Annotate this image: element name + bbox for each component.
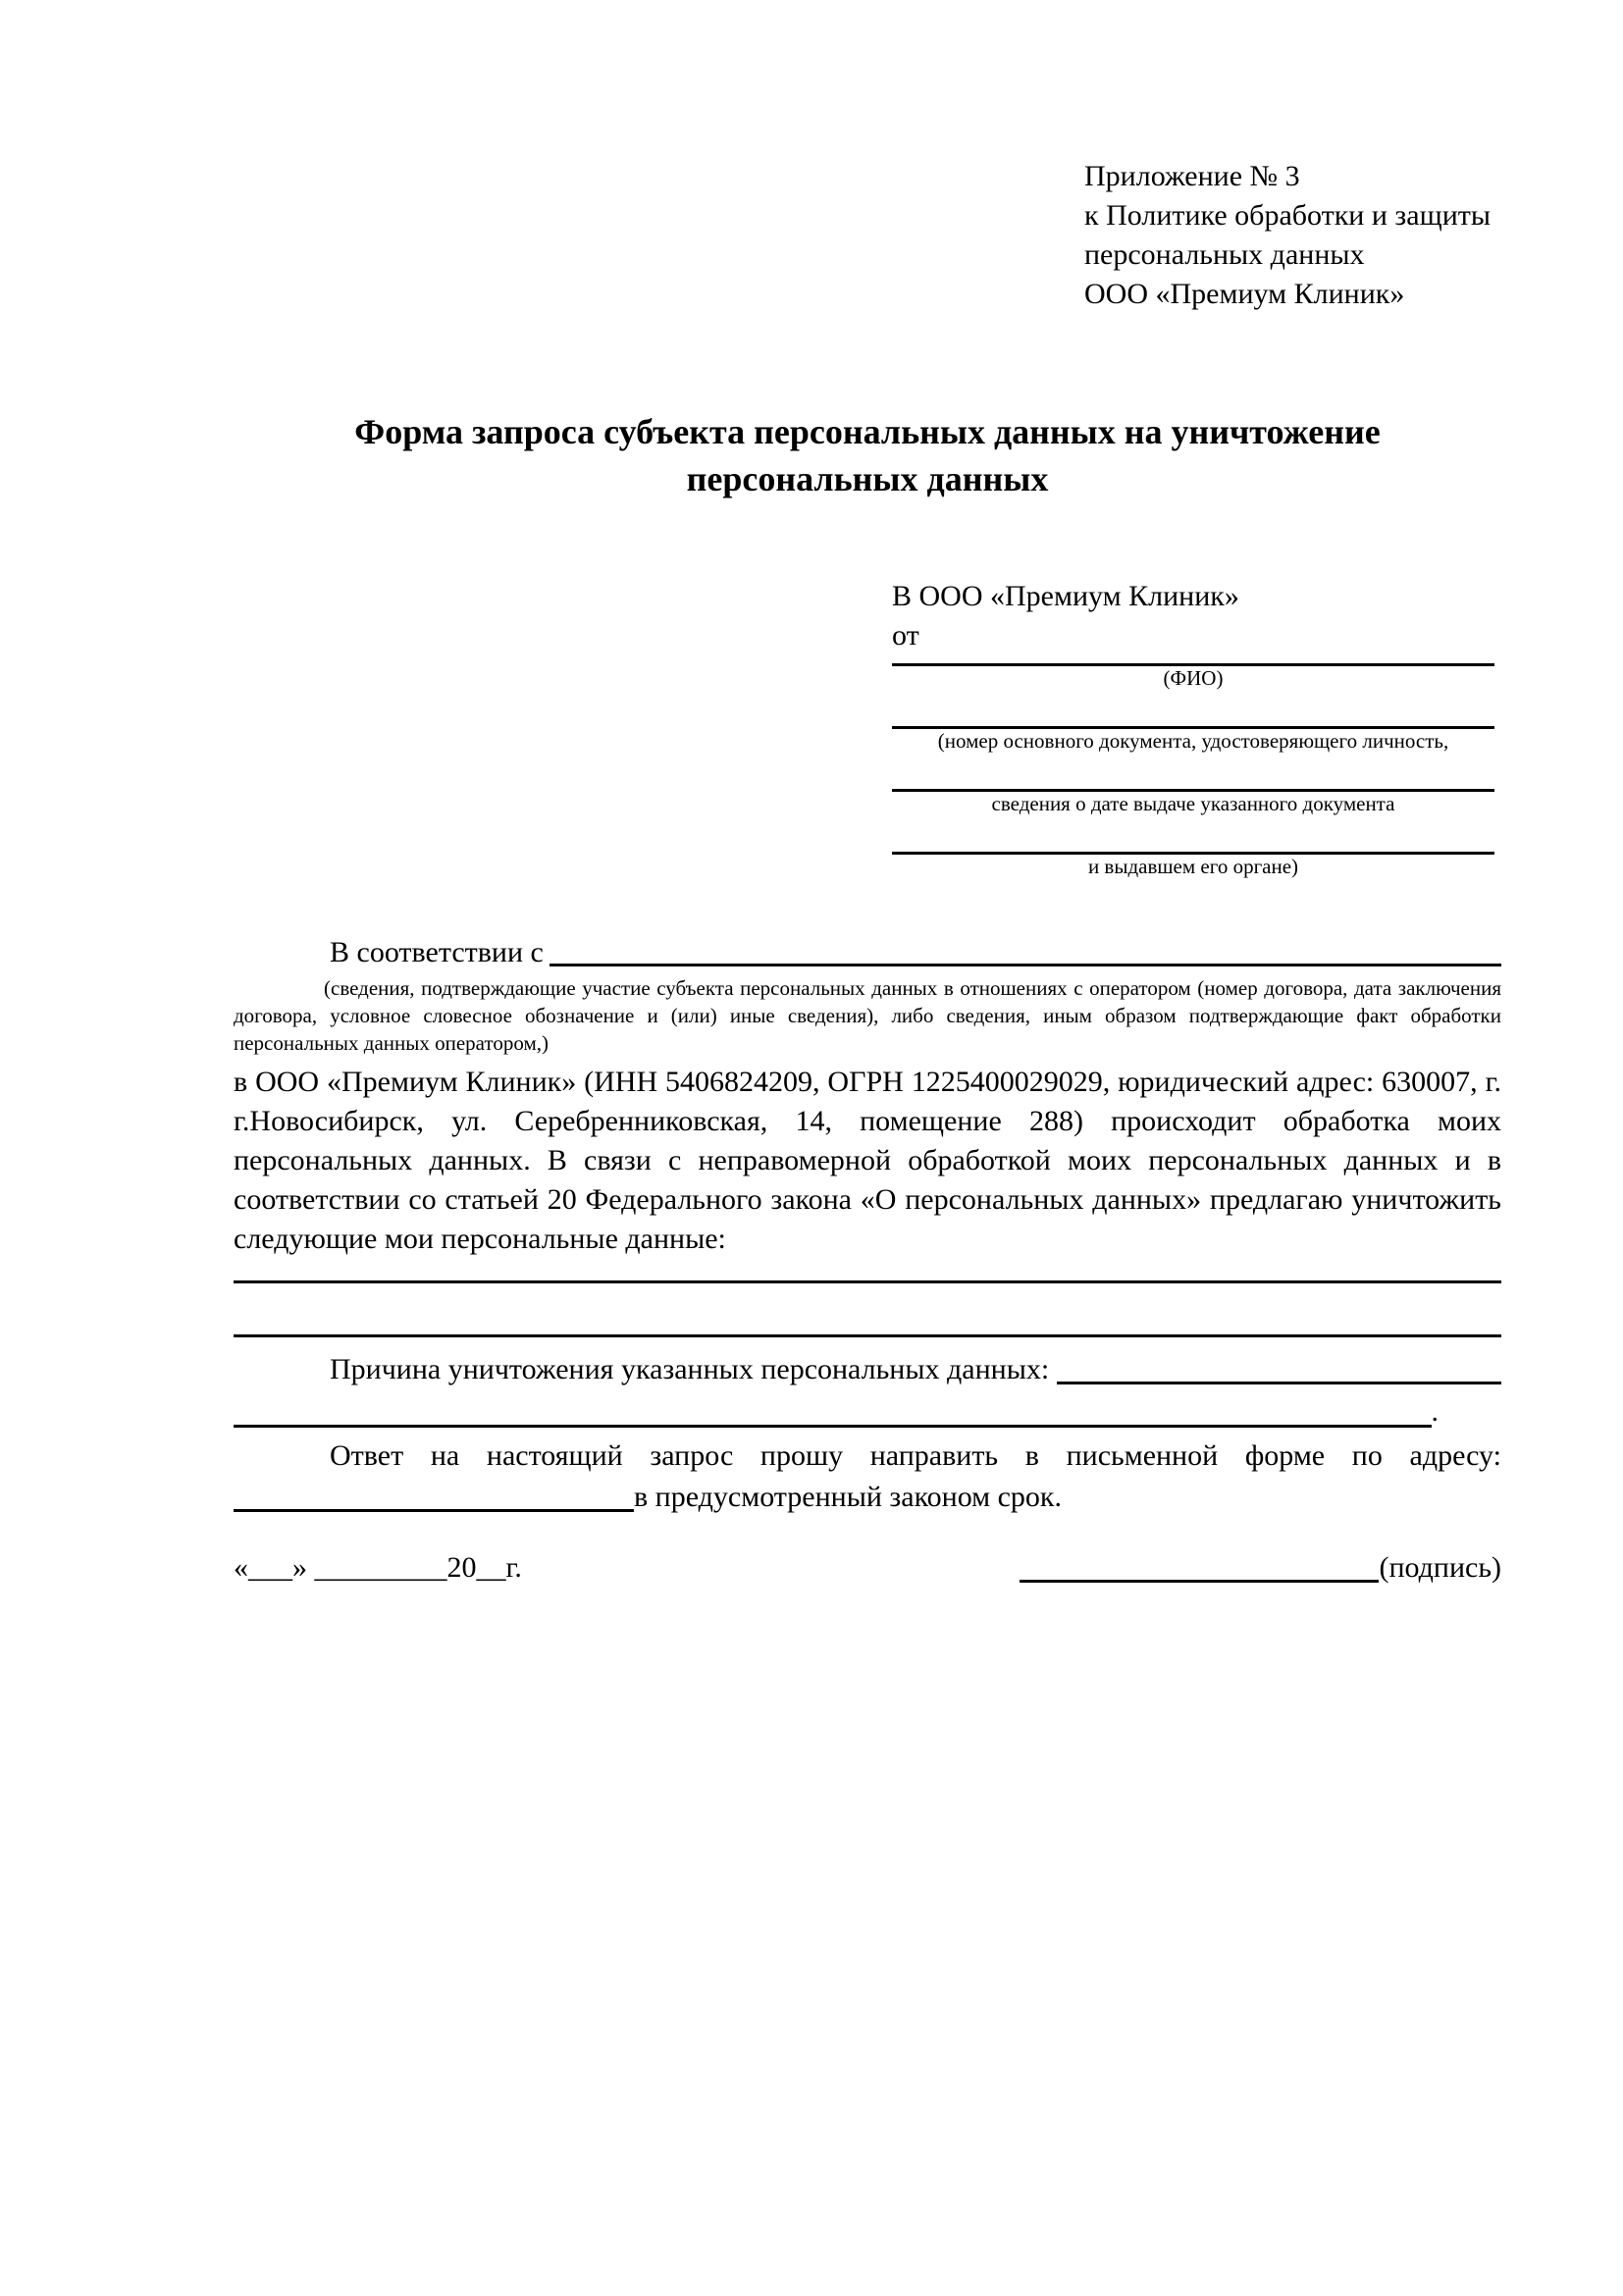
document-title-line1: Форма запроса субъекта персональных данных на уничтожение <box>354 412 1381 451</box>
reason-fill-line-2-row <box>234 1390 1501 1434</box>
appendix-header-line: персональных данных <box>1084 238 1365 271</box>
accordance-row <box>234 933 1501 972</box>
reason-row <box>234 1349 1501 1390</box>
response-tail: в предусмотренный законом срок. <box>634 1481 1062 1513</box>
addressee-from-label: от <box>892 619 919 652</box>
reason-fill-line <box>1057 1382 1501 1384</box>
reason-line-period: . <box>1431 1395 1439 1428</box>
response-address-row <box>234 1477 1501 1518</box>
signature-caption: (подпись) <box>1379 1551 1501 1584</box>
appendix-header-line: к Политике обработки и защиты <box>1084 199 1492 232</box>
response-paragraph: Ответ на настоящий запрос прошу направить в письменной форме по адресу: <box>330 1439 1501 1472</box>
reason-fill-line-2 <box>234 1425 1432 1428</box>
doc-number-caption: (номер основного документа, удостоверяющего личность, <box>937 729 1449 753</box>
document-title <box>234 408 1501 502</box>
doc-date-field <box>892 789 1494 815</box>
doc-issuer-caption: и выдавшем его органе) <box>1087 855 1299 878</box>
doc-issuer-field <box>892 852 1494 878</box>
address-fill-line <box>234 1509 634 1512</box>
fio-field <box>892 663 1494 690</box>
appendix-header-line: ООО «Премиум Клиник» <box>1084 278 1405 310</box>
accordance-note: (сведения, подтверждающие участие субъекта персональных данных в отношениях с оператором (номер договора, дата заключения договора, условное словесное обозначение и (или) иные сведения), либо сведения, иным образом подтверждающие факт обработки персональных данных оператором,) <box>234 976 1501 1055</box>
accordance-label: В соответствии с <box>330 936 544 968</box>
addressee-block <box>892 577 1494 878</box>
appendix-header <box>1084 157 1501 314</box>
doc-number-field <box>892 726 1494 753</box>
reason-label: Причина уничтожения указанных персональных данных: <box>330 1353 1050 1385</box>
data-fill-line-2 <box>234 1283 1501 1337</box>
appendix-header-line: Приложение № 3 <box>1084 160 1300 192</box>
signature-block <box>1020 1547 1501 1589</box>
doc-date-caption: сведения о дате выдаче указанного документа <box>991 792 1395 815</box>
date-line: «___» _________20__г. <box>234 1551 522 1584</box>
date-signature-row <box>234 1547 1501 1589</box>
fio-caption: (ФИО) <box>1163 666 1224 690</box>
accordance-fill-line <box>550 964 1501 966</box>
main-paragraph: в ООО «Премиум Клиник» (ИНН 5406824209, ОГРН 1225400029029, юридический адрес: 630007, г. г.Новосибирск, ул. Серебренниковская, 14, помещение 288) происходит обработка моих персональных данных. В связи с неправомерной обработкой моих персональных данных и в соответствии со статьей 20 Федерального закона «О персональных данных» предлагаю уничтожить следующие мои персональные данные: <box>234 1066 1501 1255</box>
document-title-line2: персональных данных <box>686 459 1049 498</box>
data-fill-line-1 <box>234 1259 1501 1283</box>
addressee-to: В ООО «Премиум Клиник» <box>892 580 1239 612</box>
signature-fill-line <box>1020 1580 1379 1583</box>
